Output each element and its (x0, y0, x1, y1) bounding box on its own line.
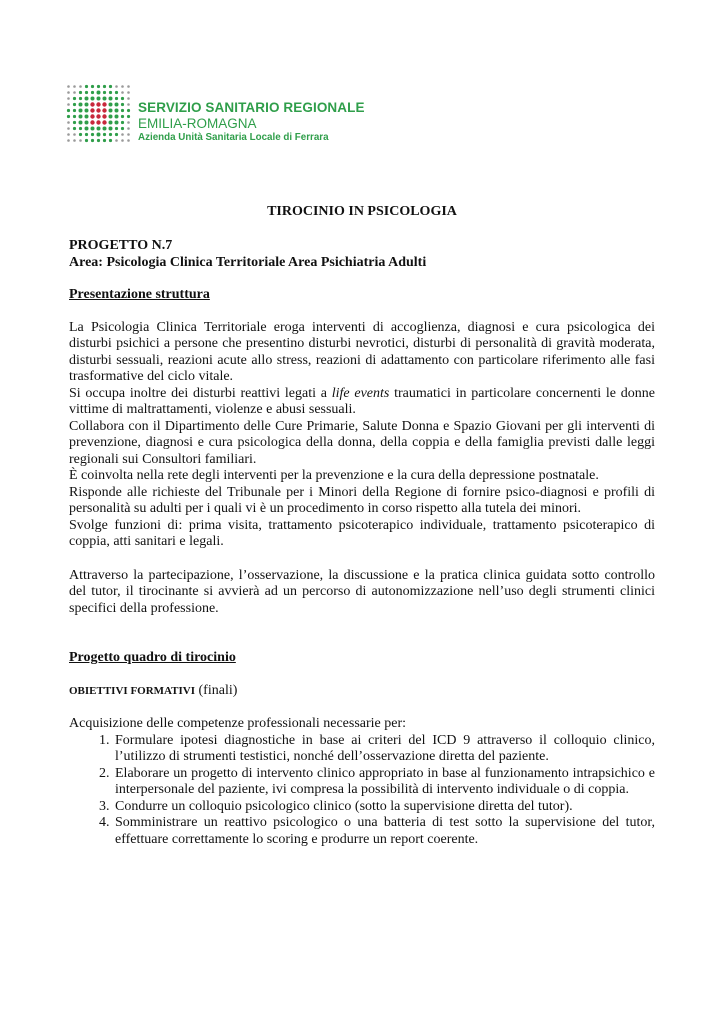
paragraph-2-emphasis: life events (331, 385, 390, 401)
logo-dot (115, 109, 119, 113)
project-number: PROGETTO N.7 (69, 238, 173, 253)
list-item: 3. Condurre un colloquio psicologico clinico (sotto la supervisione diretta del tutor). (113, 799, 655, 816)
logo-dot (79, 103, 83, 107)
list-intro: Acquisizione delle competenze professionali necessarie per: (69, 716, 407, 731)
logo-dot (91, 97, 95, 101)
logo-dot (79, 91, 82, 94)
logo-dot (121, 97, 124, 100)
logo-dot (103, 91, 106, 94)
page-title: TIROCINIO IN PSICOLOGIA (267, 204, 457, 219)
logo-dot (109, 109, 113, 113)
logo-dot (109, 97, 113, 101)
logo-dot (115, 127, 118, 130)
logo-dot (109, 133, 112, 136)
logo-dot (109, 121, 113, 125)
logo-dot (91, 127, 95, 131)
logo-dot (90, 120, 94, 124)
logo-dot (115, 133, 118, 136)
logo-dot (85, 133, 88, 136)
organization-logo (66, 84, 365, 146)
logo-dot (67, 127, 70, 130)
paragraph-2-end: traumatici in particolare concernenti le donne vittime di maltrattamenti, violenze e abusi sessuali. (69, 385, 655, 417)
logo-dot (85, 91, 88, 94)
logo-dot (97, 139, 100, 142)
logo-dot (121, 133, 124, 136)
logo-dot (79, 133, 82, 136)
logo-dot (121, 127, 124, 130)
section-heading-project: Progetto quadro di tirocinio (69, 650, 236, 665)
logo-dot (85, 97, 89, 101)
paragraph-4: È coinvolta nella rete degli interventi per la prevenzione e la cura della depressione postnatale. (69, 468, 599, 483)
logo-dot (90, 108, 94, 112)
logo-dot (115, 103, 119, 107)
logo-dot (85, 139, 88, 142)
logo-dot (85, 103, 89, 107)
paragraph-1: La Psicologia Clinica Territoriale eroga interventi di accoglienza, diagnosi e cura psicologica dei disturbi psichici a persone che presentino disturbi nevrotici, disturbi di personalità di gravità moderata, disturbi sessuali, reazioni acute allo stress, reazioni di adattamento con particolare riferimento alle fasi trasformative del ciclo vitale. (69, 319, 655, 384)
logo-dot (115, 91, 118, 94)
logo-dot (79, 121, 83, 125)
logo-dot (127, 85, 130, 88)
logo-dot (79, 85, 82, 88)
logo-dot (103, 85, 106, 88)
document-body (69, 238, 655, 848)
logo-dot (96, 114, 100, 118)
logo-dot (115, 115, 119, 119)
logo-dot (73, 91, 76, 94)
logo-dot (121, 109, 124, 112)
logo-dot (91, 139, 94, 142)
paragraph-3: Collabora con il Dipartimento delle Cure Primarie, Salute Donna e Spazio Giovani per gli interventi di prevenzione, diagnosi e cura psicologica della donna, della coppia e della famiglia previsti dalle leggi regionali sui Consultori familiari. (69, 418, 655, 467)
logo-dot (109, 85, 112, 88)
logo-dot (85, 121, 89, 125)
dot-grid-logo-icon (66, 84, 132, 146)
logo-dot (97, 85, 100, 88)
logo-dot (115, 97, 118, 100)
logo-dot (102, 120, 106, 124)
paragraph-7: Attraverso la partecipazione, l’osservazione, la discussione e la pratica clinica guidata sotto controllo del tutor, il tirocinante si avvierà ad un percorso di autonomizzazione nell’uso degli strumenti clinici specifici della professione. (69, 567, 655, 616)
logo-dot (67, 103, 70, 106)
logo-dot (79, 139, 82, 142)
objectives-suffix: (finali) (195, 682, 238, 698)
logo-dot (127, 103, 130, 106)
logo-dot (103, 97, 107, 101)
logo-line-1: SERVIZIO SANITARIO REGIONALE (138, 100, 365, 115)
logo-dot (67, 85, 70, 88)
list-item: 4. Somministrare un reattivo psicologico o una batteria di test sotto la supervisione del tutor, effettuare correttamente lo scoring e produrre un report coerente. (113, 815, 655, 848)
logo-dot (67, 109, 70, 112)
logo-dot (67, 97, 70, 100)
objectives-list (69, 733, 655, 849)
logo-dot (73, 121, 76, 124)
logo-dot (67, 133, 70, 136)
logo-dot (109, 115, 113, 119)
logo-dot (121, 103, 124, 106)
logo-dot (67, 91, 70, 94)
logo-dot (103, 133, 106, 136)
logo-dot (67, 121, 70, 124)
logo-dot (85, 109, 89, 113)
logo-line-2: EMILIA-ROMAGNA (138, 116, 257, 131)
logo-dot (102, 108, 106, 112)
list-item: 2. Elaborare un progetto di intervento clinico appropriato in base al funzionamento intrapsichico e interpersonale del paziente, ivi compresa la possibilità di intervento individuale o di coppia. (113, 766, 655, 799)
logo-dot (102, 114, 106, 118)
logo-dot (109, 127, 113, 131)
logo-dot (91, 133, 94, 136)
logo-dot (73, 97, 76, 100)
logo-dot (79, 97, 82, 100)
logo-dot (97, 91, 101, 95)
logo-dot (127, 139, 130, 142)
logo-dot (127, 97, 130, 100)
logo-dot (79, 115, 83, 119)
logo-dot (73, 85, 76, 88)
objectives-label: OBIETTIVI FORMATIVI (69, 684, 196, 697)
logo-dot (115, 121, 119, 125)
objectives-heading (69, 683, 655, 700)
logo-dot (85, 127, 89, 131)
section-heading-presentation: Presentazione struttura (69, 287, 210, 302)
logo-dot (73, 103, 76, 106)
logo-dot (115, 85, 118, 88)
logo-dot (97, 127, 101, 131)
logo-dot (103, 127, 107, 131)
logo-dot (91, 91, 94, 94)
logo-dot (97, 133, 101, 137)
logo-dot (109, 91, 112, 94)
logo-dot (73, 133, 76, 136)
logo-dot (79, 109, 83, 113)
logo-dot (121, 139, 124, 142)
logo-dot (96, 108, 100, 112)
logo-dot (121, 91, 124, 94)
logo-text (138, 100, 365, 145)
logo-dot (127, 133, 130, 136)
logo-dot (91, 85, 94, 88)
logo-dot (121, 121, 124, 124)
logo-dot (85, 115, 89, 119)
logo-dot (96, 102, 100, 106)
paragraph-2 (69, 386, 655, 419)
logo-dot (67, 115, 70, 118)
logo-dot (73, 115, 76, 118)
paragraph-2-start: Si occupa inoltre dei disturbi reattivi legati a (69, 385, 332, 401)
logo-dot (109, 103, 113, 107)
logo-dot (90, 102, 94, 106)
logo-dot (85, 85, 88, 88)
logo-dot (103, 139, 106, 142)
logo-dot (127, 91, 130, 94)
logo-dot (127, 115, 130, 118)
logo-dot (127, 127, 130, 130)
logo-dot (96, 120, 100, 124)
paragraph-5: Risponde alle richieste del Tribunale per i Minori della Regione di fornire psico-diagnosi e profili di personalità su adulti per i quali vi è un procedimento in corso rispetto alla tutela dei minori. (69, 484, 655, 516)
logo-dot (102, 102, 106, 106)
logo-dot (73, 109, 76, 112)
logo-dot (109, 139, 112, 142)
logo-dot (121, 85, 124, 88)
logo-dot (73, 139, 76, 142)
project-area: Area: Psicologia Clinica Territoriale Area Psichiatria Adulti (69, 254, 427, 270)
logo-dot (115, 139, 118, 142)
logo-line-3: Azienda Unità Sanitaria Locale di Ferrara (138, 132, 329, 143)
logo-dot (73, 127, 76, 130)
logo-dot (97, 97, 101, 101)
logo-dot (127, 109, 130, 112)
list-item: 1. Formulare ipotesi diagnostiche in base ai criteri del ICD 9 attraverso il colloquio clinico, l’utilizzo di strumenti testistici, nonché dell’osservazione diretta del paziente. (113, 733, 655, 766)
logo-dot (127, 121, 130, 124)
logo-dot (67, 139, 70, 142)
logo-dot (90, 114, 94, 118)
logo-dot (79, 127, 82, 130)
logo-dot (121, 115, 124, 118)
paragraph-6: Svolge funzioni di: prima visita, trattamento psicoterapico individuale, trattamento psicoterapico di coppia, atti sanitari e legali. (69, 517, 655, 549)
